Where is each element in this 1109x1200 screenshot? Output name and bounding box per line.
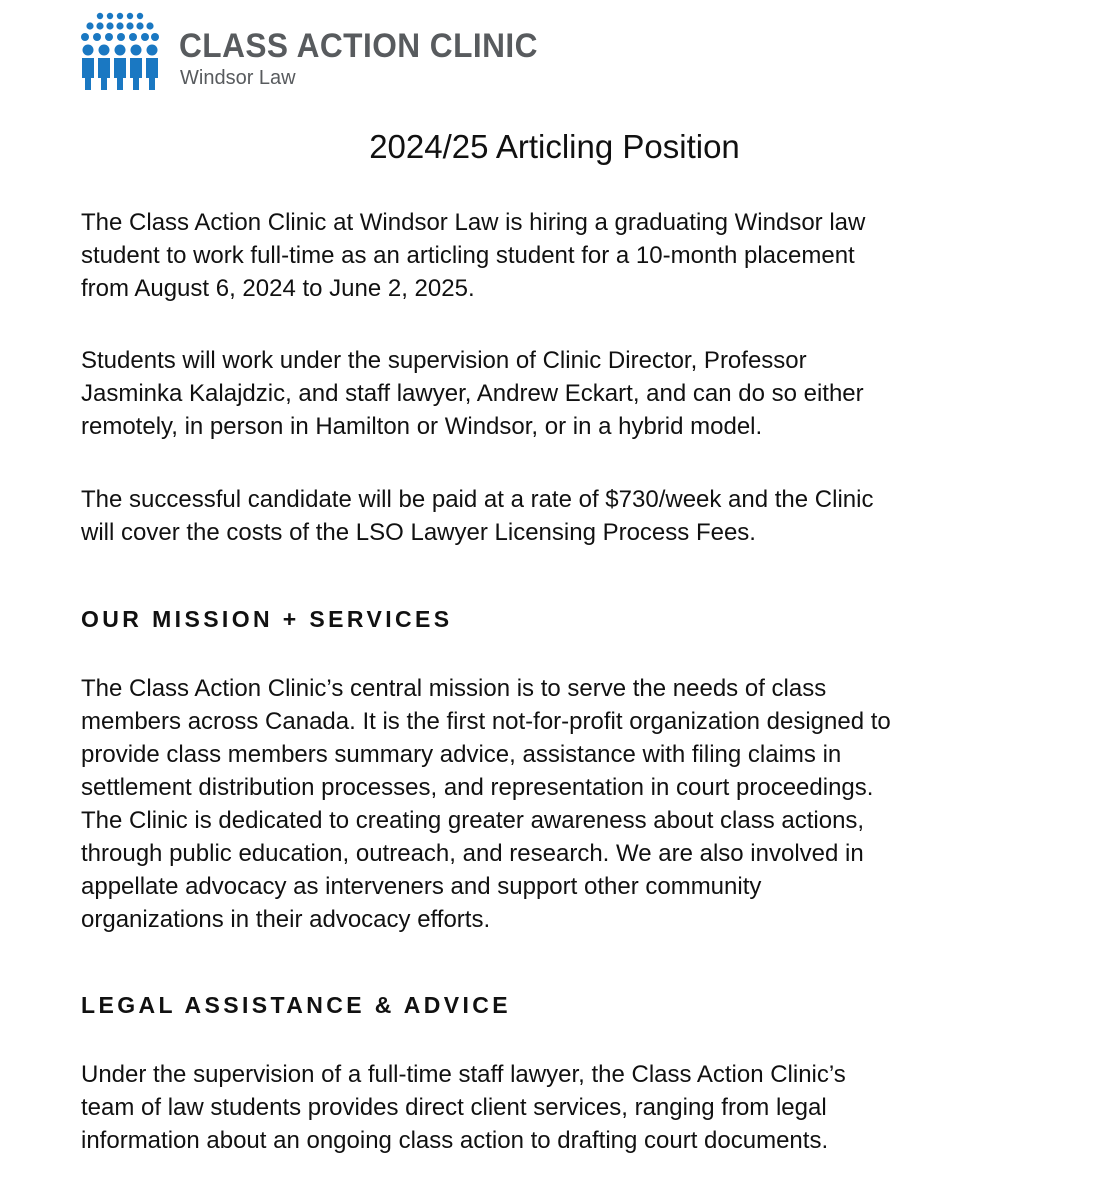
intro-paragraph-supervision: [81, 344, 1041, 443]
text-line: The Class Action Clinic’s central mission is to serve the needs of class: [81, 675, 827, 702]
text-line: members across Canada. It is the first not-for-profit organization designed to: [81, 708, 891, 735]
intro-paragraph-pay: [81, 483, 1041, 549]
section-body-mission: [81, 672, 1041, 936]
text-line: Under the supervision of a full-time staff lawyer, the Class Action Clinic’s: [81, 1061, 846, 1088]
text-line: from August 6, 2024 to June 2, 2025.: [81, 275, 475, 302]
section-body-legal-assistance: [81, 1058, 1041, 1157]
text-line: remotely, in person in Hamilton or Windsor, or in a hybrid model.: [81, 413, 763, 440]
text-line: team of law students provides direct client services, ranging from legal: [81, 1094, 827, 1121]
document-title: 2024/25 Articling Position: [369, 128, 740, 165]
text-line: information about an ongoing class action to drafting court documents.: [81, 1127, 829, 1154]
text-line: student to work full-time as an articling student for a 10-month placement: [81, 242, 855, 269]
text-line: appellate advocacy as interveners and support other community: [81, 873, 762, 900]
intro-paragraph-hiring: [81, 206, 1041, 305]
text-line: The successful candidate will be paid at a rate of $730/week and the Clinic: [81, 486, 874, 513]
logo-title: CLASS ACTION CLINIC: [179, 27, 538, 65]
section-heading-mission: OUR MISSION + SERVICES: [81, 606, 453, 632]
text-line: provide class members summary advice, assistance with filing claims in: [81, 741, 842, 768]
text-line: Jasminka Kalajdzic, and staff lawyer, Andrew Eckart, and can do so either: [81, 380, 864, 407]
text-line: The Clinic is dedicated to creating greater awareness about class actions,: [81, 807, 865, 834]
text-line: organizations in their advocacy efforts.: [81, 906, 491, 933]
clinic-logo: [80, 12, 560, 92]
section-heading-legal-assistance: LEGAL ASSISTANCE & ADVICE: [81, 992, 512, 1018]
people-group-icon: [80, 12, 160, 92]
text-line: Students will work under the supervision of Clinic Director, Professor: [81, 347, 807, 374]
text-line: through public education, outreach, and research. We are also involved in: [81, 840, 864, 867]
text-line: settlement distribution processes, and representation in court proceedings.: [81, 774, 874, 801]
text-line: will cover the costs of the LSO Lawyer Licensing Process Fees.: [81, 519, 756, 546]
logo-subtitle: Windsor Law: [180, 67, 296, 89]
text-line: The Class Action Clinic at Windsor Law is hiring a graduating Windsor law: [81, 209, 866, 236]
